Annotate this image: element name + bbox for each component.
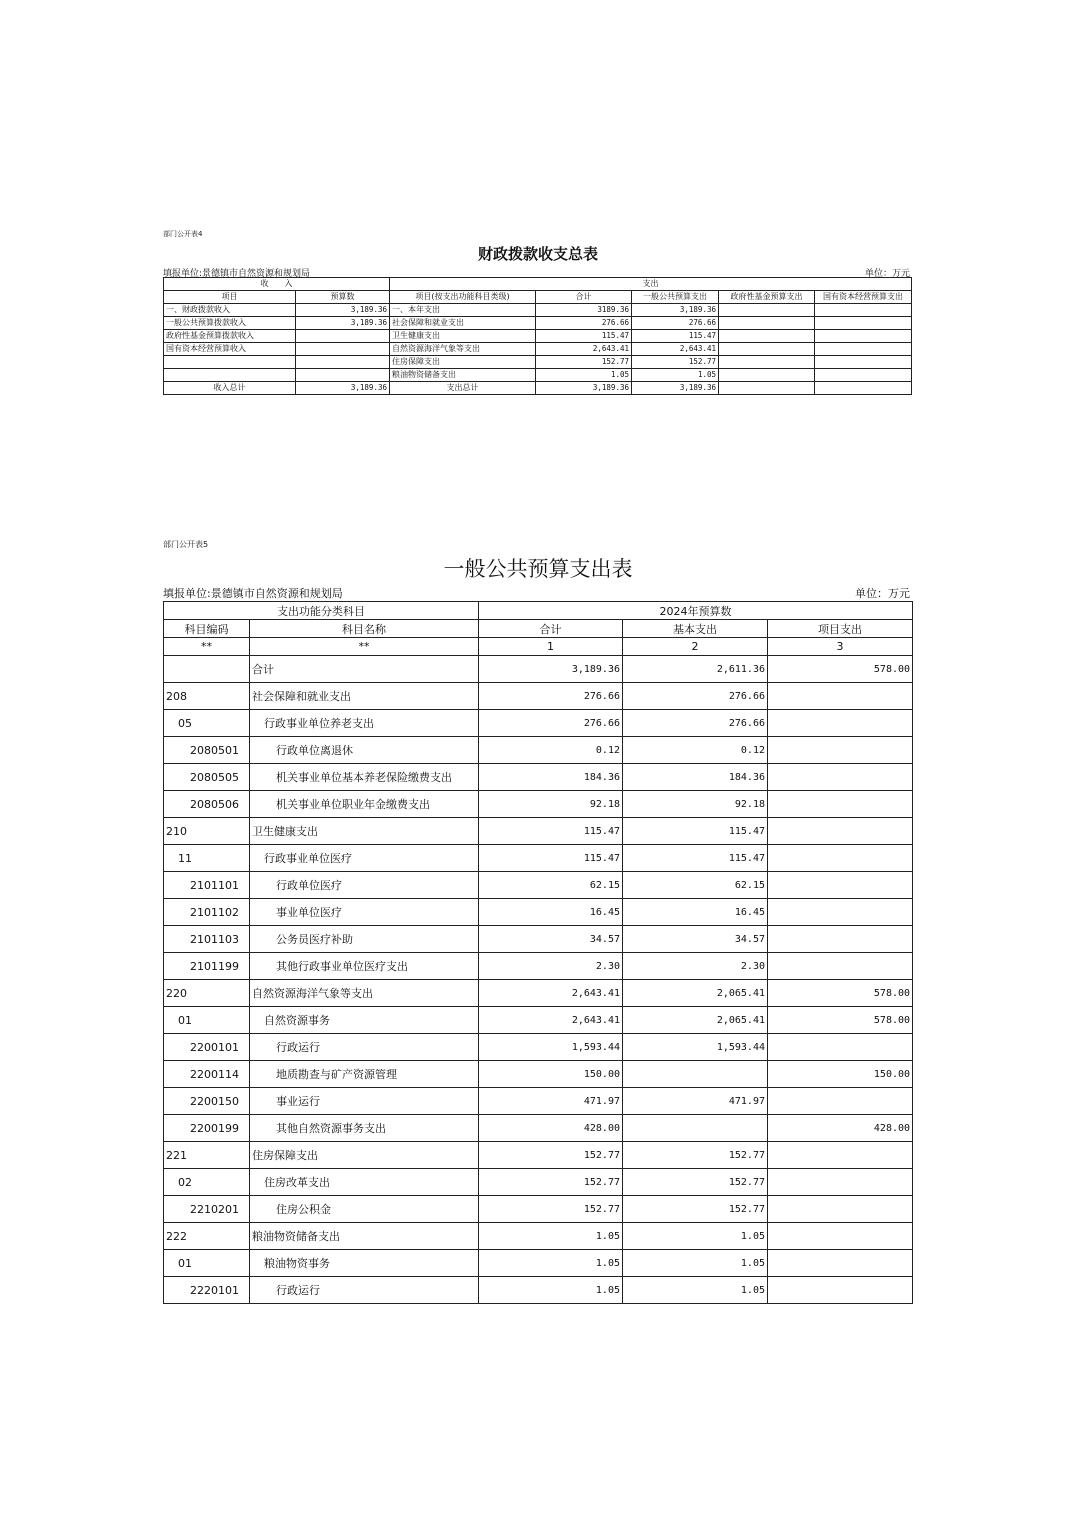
project-expenditure-cell bbox=[768, 1142, 913, 1169]
account-name-cell: 粮油物资事务 bbox=[250, 1250, 479, 1277]
general-public-budget-expenditure-table bbox=[163, 601, 913, 1304]
account-name-cell: 其他自然资源事务支出 bbox=[250, 1115, 479, 1142]
table4-cell: 住房保障支出 bbox=[390, 356, 536, 369]
project-expenditure-cell bbox=[768, 1250, 913, 1277]
project-expenditure-cell bbox=[768, 1196, 913, 1223]
table4-cell: 社会保障和就业支出 bbox=[390, 317, 536, 330]
total-amount-cell: 152.77 bbox=[479, 1196, 623, 1223]
table-row bbox=[164, 1277, 913, 1304]
table-row bbox=[164, 1142, 913, 1169]
column-header: 项目(按支出功能科目类级) bbox=[390, 291, 536, 304]
table5-group-header-row bbox=[164, 602, 913, 620]
total-amount-cell: 276.66 bbox=[479, 683, 623, 710]
table-row bbox=[164, 1007, 913, 1034]
table4-cell bbox=[815, 382, 912, 395]
account-code-cell: 2080505 bbox=[164, 764, 250, 791]
column-header: 国有资本经营预算支出 bbox=[815, 291, 912, 304]
fiscal-allocation-summary-table bbox=[163, 277, 912, 395]
total-amount-cell: 62.15 bbox=[479, 872, 623, 899]
account-code-cell: 02 bbox=[164, 1169, 250, 1196]
column-header: 一般公共预算支出 bbox=[632, 291, 719, 304]
account-code-cell: 2200150 bbox=[164, 1088, 250, 1115]
table4-cell: 3189.36 bbox=[536, 304, 632, 317]
table4-cell: 276.66 bbox=[632, 317, 719, 330]
basic-expenditure-cell bbox=[623, 1061, 768, 1088]
table-row bbox=[164, 1250, 913, 1277]
account-code-cell: 11 bbox=[164, 845, 250, 872]
table4-row bbox=[164, 304, 912, 317]
basic-expenditure-cell: 115.47 bbox=[623, 845, 768, 872]
account-name-cell: 机关事业单位职业年金缴费支出 bbox=[250, 791, 479, 818]
account-name-cell: 住房改革支出 bbox=[250, 1169, 479, 1196]
table4-cell: 3,189.36 bbox=[536, 382, 632, 395]
total-amount-cell: 150.00 bbox=[479, 1061, 623, 1088]
account-name-cell: 住房公积金 bbox=[250, 1196, 479, 1223]
basic-expenditure-cell: 276.66 bbox=[623, 710, 768, 737]
table4-cell bbox=[296, 369, 390, 382]
project-expenditure-cell bbox=[768, 1169, 913, 1196]
account-name-cell: 卫生健康支出 bbox=[250, 818, 479, 845]
basic-expenditure-cell: 1,593.44 bbox=[623, 1034, 768, 1061]
table4-cell: 卫生健康支出 bbox=[390, 330, 536, 343]
table4-cell: 3,189.36 bbox=[296, 317, 390, 330]
total-amount-cell: 152.77 bbox=[479, 1142, 623, 1169]
basic-expenditure-cell: 152.77 bbox=[623, 1142, 768, 1169]
account-code-cell: 2101102 bbox=[164, 899, 250, 926]
table4-cell: 政府性基金预算拨款收入 bbox=[164, 330, 296, 343]
column-header: 合计 bbox=[479, 620, 623, 638]
account-code-cell: 2101101 bbox=[164, 872, 250, 899]
account-name-cell: 自然资源事务 bbox=[250, 1007, 479, 1034]
table-row bbox=[164, 1088, 913, 1115]
project-expenditure-cell bbox=[768, 1277, 913, 1304]
total-amount-cell: 276.66 bbox=[479, 710, 623, 737]
total-amount-cell: 1,593.44 bbox=[479, 1034, 623, 1061]
total-amount-cell: 152.77 bbox=[479, 1169, 623, 1196]
project-expenditure-cell bbox=[768, 791, 913, 818]
basic-expenditure-cell: 184.36 bbox=[623, 764, 768, 791]
table4-cell: 2,643.41 bbox=[536, 343, 632, 356]
table-row bbox=[164, 1034, 913, 1061]
table5-reporting-unit: 填报单位:景德镇市自然资源和规划局 bbox=[163, 587, 343, 600]
account-code-cell: 2200114 bbox=[164, 1061, 250, 1088]
function-classification-header: 支出功能分类科目 bbox=[164, 602, 479, 620]
table5-column-header-row bbox=[164, 620, 913, 638]
total-label-cell: 合计 bbox=[250, 656, 479, 683]
table4-cell: 粮油物资储备支出 bbox=[390, 369, 536, 382]
project-expenditure-cell bbox=[768, 1088, 913, 1115]
table4-cell bbox=[296, 343, 390, 356]
project-expenditure-cell bbox=[768, 1034, 913, 1061]
table4-cell bbox=[719, 304, 815, 317]
total-amount-cell: 115.47 bbox=[479, 845, 623, 872]
total-amount-cell: 3,189.36 bbox=[479, 656, 623, 683]
table4-cell bbox=[815, 343, 912, 356]
total-amount-cell: 428.00 bbox=[479, 1115, 623, 1142]
table-row bbox=[164, 737, 913, 764]
basic-expenditure-cell: 2.30 bbox=[623, 953, 768, 980]
table4-cell: 276.66 bbox=[536, 317, 632, 330]
account-code-cell: 2101199 bbox=[164, 953, 250, 980]
column-header: 科目名称 bbox=[250, 620, 479, 638]
basic-expenditure-cell: 115.47 bbox=[623, 818, 768, 845]
column-header: 预算数 bbox=[296, 291, 390, 304]
table4-cell: 3,189.36 bbox=[632, 382, 719, 395]
account-name-cell: 其他行政事业单位医疗支出 bbox=[250, 953, 479, 980]
account-name-cell: 地质勘查与矿产资源管理 bbox=[250, 1061, 479, 1088]
table4-cell: 一般公共预算拨款收入 bbox=[164, 317, 296, 330]
table4-cell bbox=[719, 343, 815, 356]
table4-cell bbox=[815, 317, 912, 330]
table-row bbox=[164, 926, 913, 953]
total-amount-cell: 1.05 bbox=[479, 1223, 623, 1250]
project-expenditure-cell bbox=[768, 899, 913, 926]
column-header: 科目编码 bbox=[164, 620, 250, 638]
account-code-cell: 2220101 bbox=[164, 1277, 250, 1304]
total-code-cell bbox=[164, 656, 250, 683]
table4-cell: 支出总计 bbox=[390, 382, 536, 395]
account-name-cell: 事业运行 bbox=[250, 1088, 479, 1115]
table4-cell bbox=[815, 304, 912, 317]
basic-expenditure-cell: 16.45 bbox=[623, 899, 768, 926]
project-expenditure-cell bbox=[768, 737, 913, 764]
account-code-cell: 221 bbox=[164, 1142, 250, 1169]
account-name-cell: 行政运行 bbox=[250, 1034, 479, 1061]
table4-row bbox=[164, 317, 912, 330]
basic-expenditure-cell: 0.12 bbox=[623, 737, 768, 764]
account-name-cell: 粮油物资储备支出 bbox=[250, 1223, 479, 1250]
table4-cell bbox=[815, 330, 912, 343]
account-name-cell: 行政运行 bbox=[250, 1277, 479, 1304]
table4-cell: 115.47 bbox=[632, 330, 719, 343]
column-header: 政府性基金预算支出 bbox=[719, 291, 815, 304]
table5-total-row bbox=[164, 656, 913, 683]
account-code-cell: 01 bbox=[164, 1007, 250, 1034]
table5-title: 一般公共预算支出表 bbox=[443, 557, 633, 581]
table-row bbox=[164, 1061, 913, 1088]
basic-expenditure-cell: 1.05 bbox=[623, 1223, 768, 1250]
table4-label: 部门公开表4 bbox=[163, 230, 203, 238]
column-header: 基本支出 bbox=[623, 620, 768, 638]
basic-expenditure-cell: 62.15 bbox=[623, 872, 768, 899]
income-group-header: 收 入 bbox=[164, 278, 390, 291]
basic-expenditure-cell: 2,065.41 bbox=[623, 1007, 768, 1034]
total-amount-cell: 1.05 bbox=[479, 1250, 623, 1277]
table-row bbox=[164, 980, 913, 1007]
total-amount-cell: 92.18 bbox=[479, 791, 623, 818]
total-amount-cell: 471.97 bbox=[479, 1088, 623, 1115]
table-row bbox=[164, 683, 913, 710]
account-code-cell: 2210201 bbox=[164, 1196, 250, 1223]
table4-cell: 3,189.36 bbox=[296, 304, 390, 317]
table-row bbox=[164, 818, 913, 845]
table4-cell bbox=[815, 369, 912, 382]
account-code-cell: 210 bbox=[164, 818, 250, 845]
project-expenditure-cell bbox=[768, 710, 913, 737]
account-code-cell: 2200101 bbox=[164, 1034, 250, 1061]
table4-currency-unit: 单位：万元 bbox=[864, 269, 910, 279]
table-row bbox=[164, 953, 913, 980]
account-name-cell: 机关事业单位基本养老保险缴费支出 bbox=[250, 764, 479, 791]
table-row bbox=[164, 791, 913, 818]
table4-cell: 1.05 bbox=[632, 369, 719, 382]
table-row bbox=[164, 764, 913, 791]
table-row bbox=[164, 1115, 913, 1142]
basic-expenditure-cell: 152.77 bbox=[623, 1196, 768, 1223]
account-code-cell: 2080501 bbox=[164, 737, 250, 764]
account-name-cell: 行政单位离退休 bbox=[250, 737, 479, 764]
basic-expenditure-cell: 471.97 bbox=[623, 1088, 768, 1115]
project-expenditure-cell bbox=[768, 953, 913, 980]
project-expenditure-cell: 150.00 bbox=[768, 1061, 913, 1088]
column-marker: ** bbox=[164, 638, 250, 656]
project-expenditure-cell bbox=[768, 683, 913, 710]
table4-cell: 一、本年支出 bbox=[390, 304, 536, 317]
basic-expenditure-cell: 92.18 bbox=[623, 791, 768, 818]
table-row bbox=[164, 710, 913, 737]
table4-cell: 3,189.36 bbox=[632, 304, 719, 317]
table4-group-header-row bbox=[164, 278, 912, 291]
table4-cell: 2,643.41 bbox=[632, 343, 719, 356]
table4-row bbox=[164, 369, 912, 382]
table4-cell bbox=[815, 356, 912, 369]
project-expenditure-cell bbox=[768, 845, 913, 872]
account-name-cell: 行政事业单位医疗 bbox=[250, 845, 479, 872]
table4-row bbox=[164, 330, 912, 343]
basic-expenditure-cell: 1.05 bbox=[623, 1277, 768, 1304]
table-row bbox=[164, 899, 913, 926]
table4-cell: 自然资源海洋气象等支出 bbox=[390, 343, 536, 356]
column-marker: 1 bbox=[479, 638, 623, 656]
account-code-cell: 208 bbox=[164, 683, 250, 710]
total-amount-cell: 2,643.41 bbox=[479, 980, 623, 1007]
table4-cell bbox=[719, 330, 815, 343]
table5-marker-row bbox=[164, 638, 913, 656]
table4-row bbox=[164, 356, 912, 369]
total-amount-cell: 0.12 bbox=[479, 737, 623, 764]
account-name-cell: 行政单位医疗 bbox=[250, 872, 479, 899]
total-project-cell: 578.00 bbox=[768, 656, 913, 683]
basic-expenditure-cell: 276.66 bbox=[623, 683, 768, 710]
budget-year-header: 2024年预算数 bbox=[479, 602, 913, 620]
table4-cell: 1.05 bbox=[536, 369, 632, 382]
table4-cell bbox=[719, 369, 815, 382]
account-name-cell: 自然资源海洋气象等支出 bbox=[250, 980, 479, 1007]
total-basic-cell: 2,611.36 bbox=[623, 656, 768, 683]
expense-group-header: 支出 bbox=[390, 278, 912, 291]
account-name-cell: 住房保障支出 bbox=[250, 1142, 479, 1169]
total-amount-cell: 34.57 bbox=[479, 926, 623, 953]
project-expenditure-cell: 428.00 bbox=[768, 1115, 913, 1142]
basic-expenditure-cell: 2,065.41 bbox=[623, 980, 768, 1007]
table4-cell: 152.77 bbox=[632, 356, 719, 369]
account-code-cell: 01 bbox=[164, 1250, 250, 1277]
basic-expenditure-cell: 1.05 bbox=[623, 1250, 768, 1277]
column-header: 合计 bbox=[536, 291, 632, 304]
account-name-cell: 社会保障和就业支出 bbox=[250, 683, 479, 710]
column-marker: 3 bbox=[768, 638, 913, 656]
table4-cell: 3,189.36 bbox=[296, 382, 390, 395]
account-name-cell: 行政事业单位养老支出 bbox=[250, 710, 479, 737]
table4-cell: 国有资本经营预算收入 bbox=[164, 343, 296, 356]
account-code-cell: 220 bbox=[164, 980, 250, 1007]
account-code-cell: 2200199 bbox=[164, 1115, 250, 1142]
project-expenditure-cell bbox=[768, 764, 913, 791]
total-amount-cell: 2.30 bbox=[479, 953, 623, 980]
column-marker: ** bbox=[250, 638, 479, 656]
basic-expenditure-cell: 152.77 bbox=[623, 1169, 768, 1196]
account-code-cell: 2101103 bbox=[164, 926, 250, 953]
table4-column-header-row bbox=[164, 291, 912, 304]
table4-cell bbox=[719, 382, 815, 395]
project-expenditure-cell: 578.00 bbox=[768, 1007, 913, 1034]
total-amount-cell: 184.36 bbox=[479, 764, 623, 791]
table-row bbox=[164, 845, 913, 872]
account-name-cell: 公务员医疗补助 bbox=[250, 926, 479, 953]
total-amount-cell: 115.47 bbox=[479, 818, 623, 845]
table-row bbox=[164, 1196, 913, 1223]
table4-cell: 152.77 bbox=[536, 356, 632, 369]
table4-cell: 一、财政拨款收入 bbox=[164, 304, 296, 317]
total-amount-cell: 2,643.41 bbox=[479, 1007, 623, 1034]
table4-row bbox=[164, 343, 912, 356]
column-header: 项目 bbox=[164, 291, 296, 304]
account-code-cell: 2080506 bbox=[164, 791, 250, 818]
project-expenditure-cell bbox=[768, 926, 913, 953]
total-amount-cell: 1.05 bbox=[479, 1277, 623, 1304]
table5-label: 部门公开表5 bbox=[163, 540, 209, 549]
table4-cell bbox=[164, 356, 296, 369]
table4-cell bbox=[296, 356, 390, 369]
table4-cell: 115.47 bbox=[536, 330, 632, 343]
project-expenditure-cell bbox=[768, 1223, 913, 1250]
account-code-cell: 05 bbox=[164, 710, 250, 737]
table4-cell bbox=[719, 317, 815, 330]
table4-reporting-unit: 填报单位:景德镇市自然资源和规划局 bbox=[163, 269, 311, 279]
basic-expenditure-cell bbox=[623, 1115, 768, 1142]
table4-cell: 收入总计 bbox=[164, 382, 296, 395]
project-expenditure-cell bbox=[768, 818, 913, 845]
column-marker: 2 bbox=[623, 638, 768, 656]
table4-cell bbox=[164, 369, 296, 382]
account-code-cell: 222 bbox=[164, 1223, 250, 1250]
table4-cell bbox=[719, 356, 815, 369]
project-expenditure-cell: 578.00 bbox=[768, 980, 913, 1007]
table4-title: 财政拨款收支总表 bbox=[477, 245, 598, 263]
table-row bbox=[164, 1169, 913, 1196]
table-row bbox=[164, 872, 913, 899]
column-header: 项目支出 bbox=[768, 620, 913, 638]
table4-cell bbox=[296, 330, 390, 343]
basic-expenditure-cell: 34.57 bbox=[623, 926, 768, 953]
table5-currency-unit: 单位：万元 bbox=[855, 587, 910, 600]
account-name-cell: 事业单位医疗 bbox=[250, 899, 479, 926]
table-row bbox=[164, 1223, 913, 1250]
table4-total-row bbox=[164, 382, 912, 395]
project-expenditure-cell bbox=[768, 872, 913, 899]
total-amount-cell: 16.45 bbox=[479, 899, 623, 926]
